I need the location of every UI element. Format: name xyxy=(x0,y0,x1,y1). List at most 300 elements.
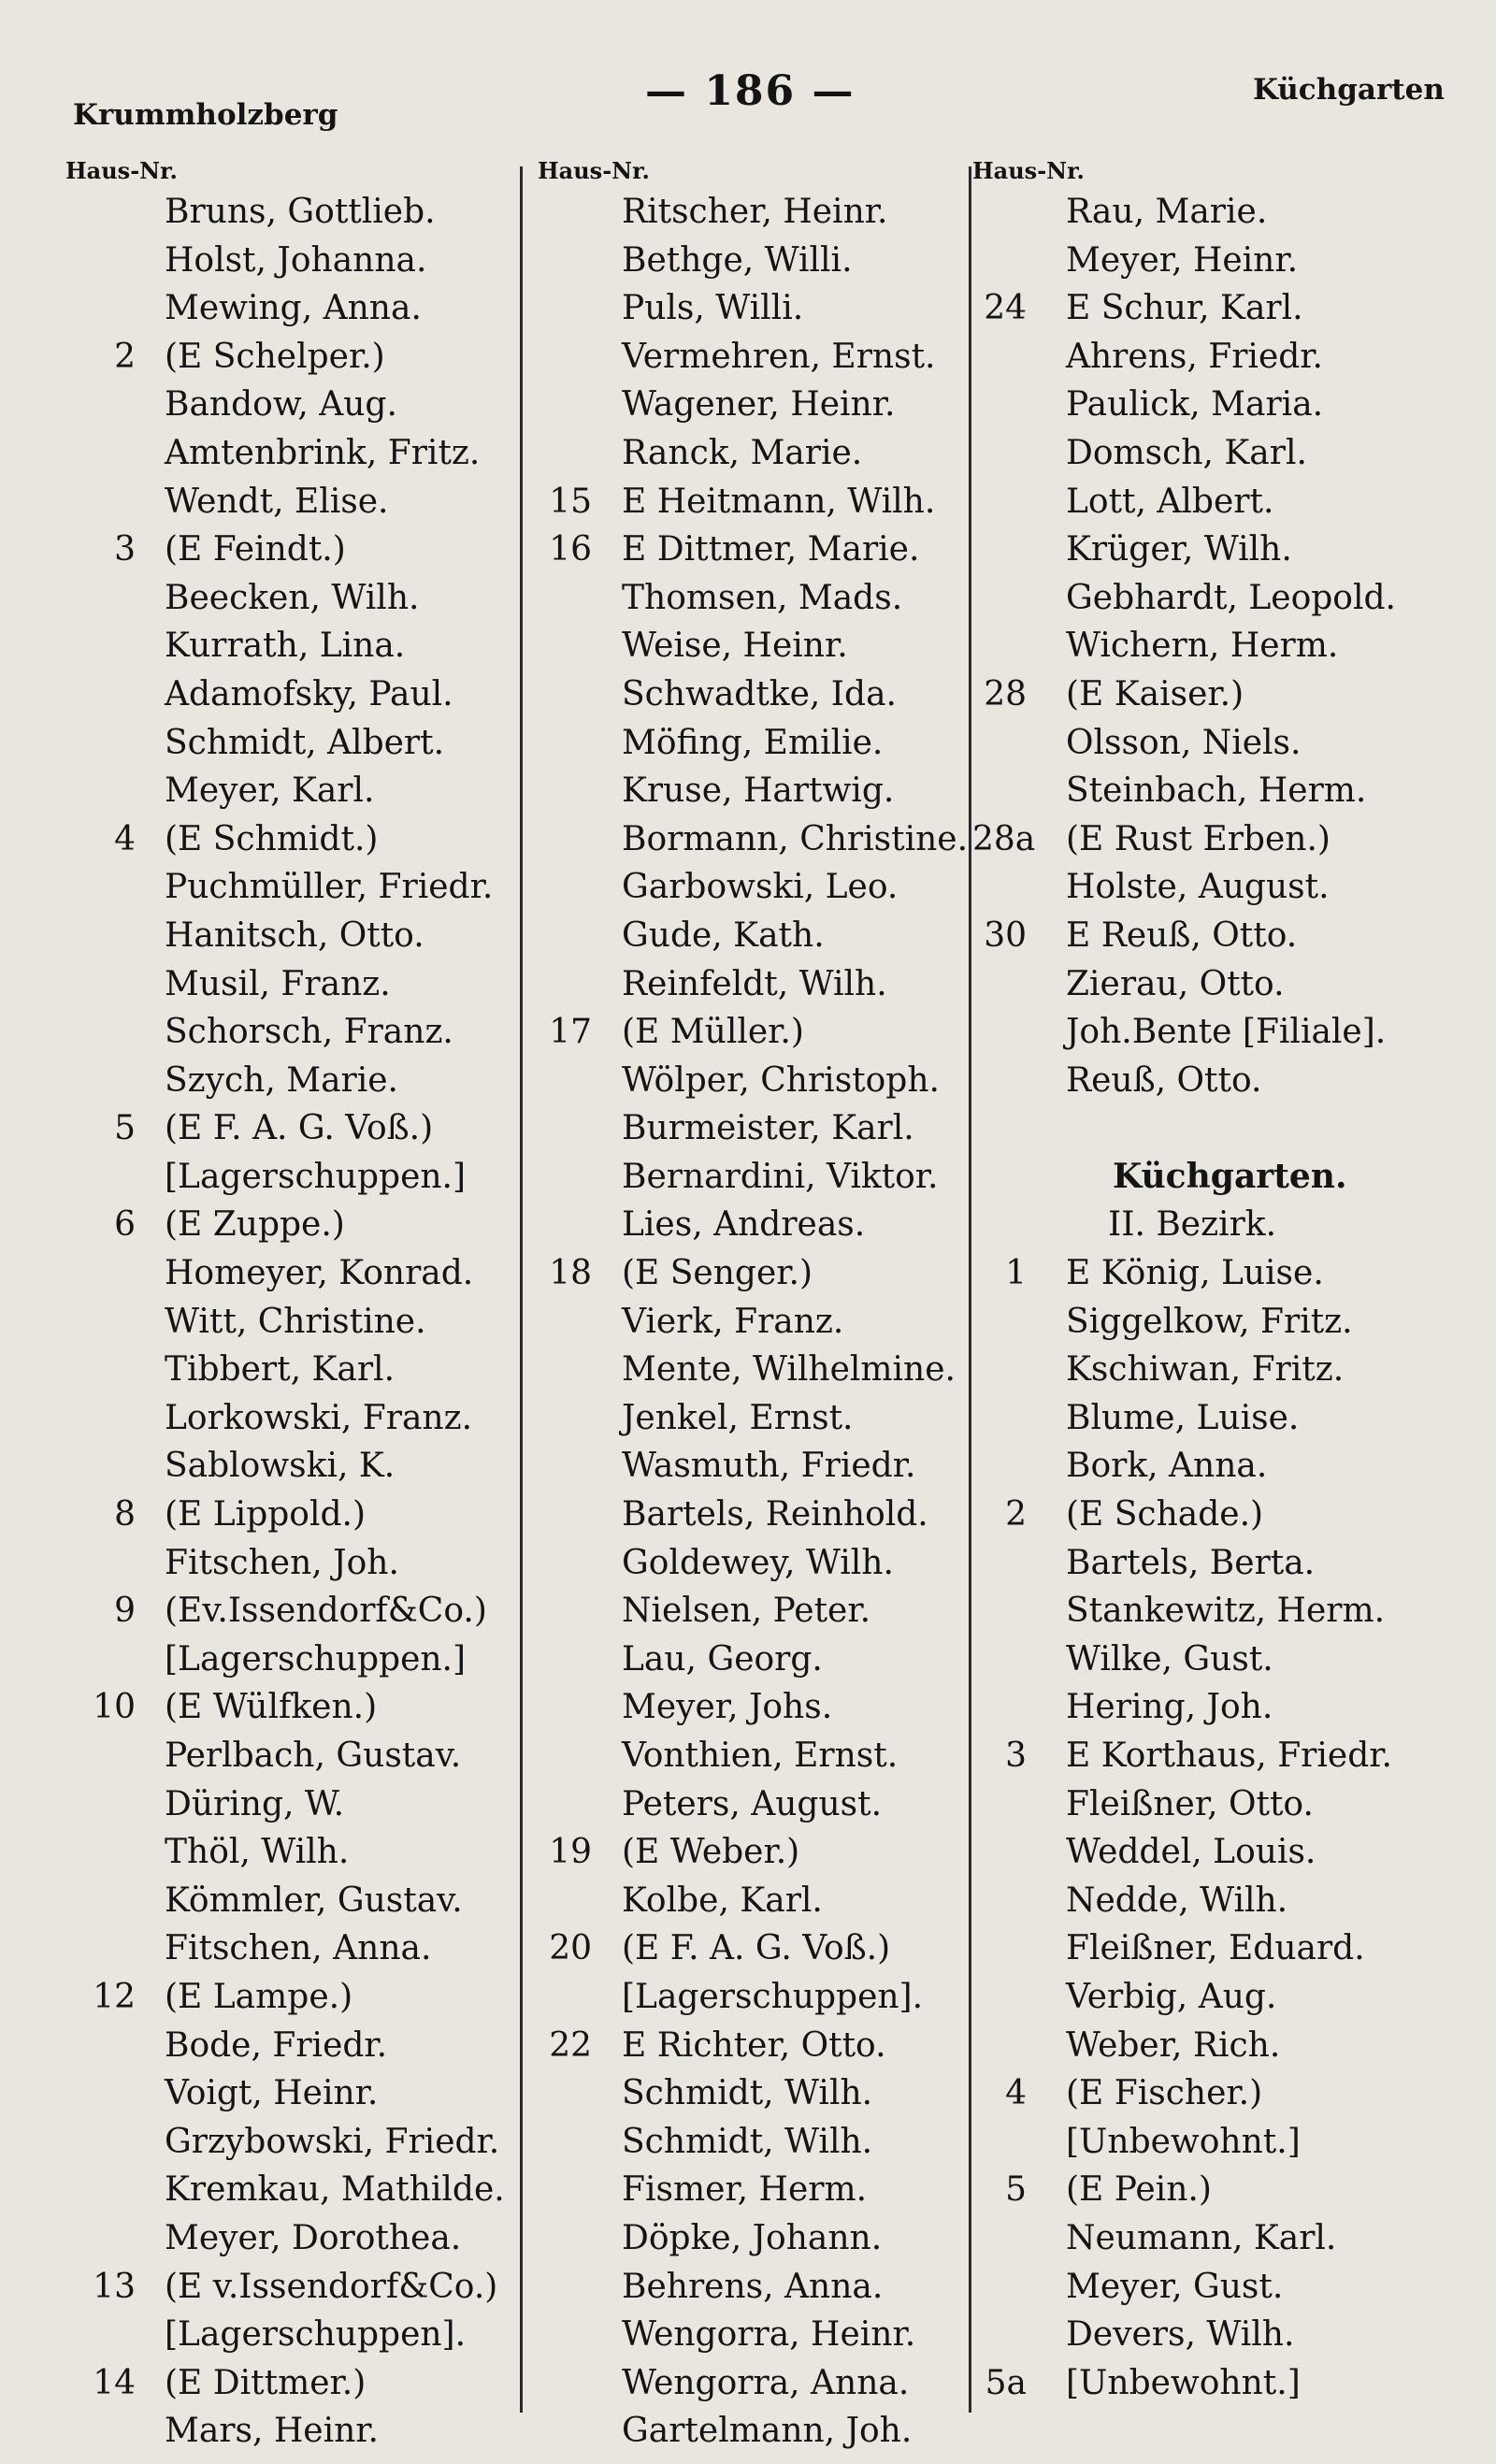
resident-name: Holst, Johanna. xyxy=(165,240,427,280)
directory-entry xyxy=(538,2407,977,2456)
resident-name: (E Zuppe.) xyxy=(165,1205,345,1245)
directory-entry xyxy=(65,188,533,237)
directory-entry xyxy=(65,863,533,912)
directory-entry xyxy=(972,2069,1477,2118)
directory-entry xyxy=(538,2166,977,2214)
directory-entry xyxy=(538,1924,977,1973)
directory-entry xyxy=(538,1008,977,1057)
resident-name: (E F. A. G. Voß.) xyxy=(165,1109,434,1148)
directory-entry xyxy=(538,1346,977,1394)
resident-name: Puchmüller, Friedr. xyxy=(165,868,494,907)
directory-entry xyxy=(538,237,977,285)
directory-entry xyxy=(65,1635,533,1684)
resident-name: Bork, Anna. xyxy=(1066,1447,1268,1486)
directory-entry xyxy=(65,2214,533,2263)
resident-name: [Lagerschuppen]. xyxy=(622,1977,924,2016)
resident-name: E Heitmann, Wilh. xyxy=(622,482,936,521)
directory-entry xyxy=(538,2263,977,2312)
house-number-label: Haus-Nr. xyxy=(972,157,1085,184)
directory-entry xyxy=(972,2263,1477,2312)
district-label: II. Bezirk. xyxy=(1108,1205,1277,1245)
resident-name: Zierau, Otto. xyxy=(1066,964,1285,1003)
resident-name: (E Dittmer.) xyxy=(165,2363,367,2402)
resident-name: Mente, Wilhelmine. xyxy=(622,1350,956,1390)
resident-name: Mewing, Anna. xyxy=(165,289,422,328)
directory-entry xyxy=(538,1057,977,1105)
directory-entry xyxy=(972,1635,1477,1684)
directory-entry xyxy=(972,2311,1477,2359)
house-number: 20 xyxy=(549,1929,592,1968)
directory-entry xyxy=(65,622,533,670)
directory-entry xyxy=(972,478,1477,526)
directory-entry xyxy=(972,237,1477,285)
directory-entry xyxy=(538,1732,977,1780)
resident-name: (Ev.Issendorf&Co.) xyxy=(165,1592,487,1631)
resident-name: Meyer, Karl. xyxy=(165,771,375,811)
directory-entry xyxy=(538,2069,977,2118)
house-number: 17 xyxy=(549,1013,592,1052)
directory-entry xyxy=(972,1346,1477,1394)
directory-entry xyxy=(538,526,977,574)
resident-name: Behrens, Anna. xyxy=(622,2267,884,2306)
directory-entry xyxy=(538,478,977,526)
directory-entry xyxy=(972,1491,1477,1539)
resident-name: Weise, Heinr. xyxy=(622,627,848,666)
resident-name: (E F. A. G. Voß.) xyxy=(622,1929,891,1968)
resident-name: Schwadtke, Ida. xyxy=(622,674,897,713)
directory-entry xyxy=(65,1249,533,1298)
directory-entry xyxy=(538,767,977,815)
directory-entry xyxy=(538,1491,977,1539)
resident-name: Kschiwan, Fritz. xyxy=(1066,1350,1345,1390)
resident-name: Mars, Heinr. xyxy=(165,2412,379,2451)
resident-name: Thomsen, Mads. xyxy=(622,578,903,617)
directory-entry xyxy=(538,1587,977,1635)
directory-entry xyxy=(972,670,1477,719)
directory-entry xyxy=(65,526,533,574)
directory-entry xyxy=(538,188,977,237)
house-number: 9 xyxy=(114,1592,136,1631)
resident-name: Meyer, Heinr. xyxy=(1066,240,1299,280)
resident-name: Vierk, Franz. xyxy=(622,1302,844,1341)
directory-entry xyxy=(538,2022,977,2070)
directory-entry xyxy=(972,719,1477,768)
directory-entry xyxy=(538,1249,977,1298)
section-spacer xyxy=(972,1104,1477,1153)
resident-name: Vermehren, Ernst. xyxy=(622,337,936,376)
directory-entry xyxy=(972,2359,1477,2408)
house-number: 3 xyxy=(114,530,136,569)
resident-name: (E Pein.) xyxy=(1066,2170,1212,2210)
resident-name: Weber, Rich. xyxy=(1066,2025,1281,2065)
resident-name: Sablowski, K. xyxy=(165,1447,396,1486)
directory-entry xyxy=(65,1539,533,1588)
column-3 xyxy=(972,154,1477,2407)
resident-name: Homeyer, Konrad. xyxy=(165,1254,474,1293)
resident-name: Steinbach, Herm. xyxy=(1066,771,1367,811)
resident-name: Krüger, Wilh. xyxy=(1066,530,1292,569)
house-number: 22 xyxy=(549,2025,592,2065)
resident-name: (E Weber.) xyxy=(622,1833,800,1872)
house-number: 3 xyxy=(1005,1736,1027,1775)
directory-entry xyxy=(65,960,533,1009)
directory-entry xyxy=(65,1201,533,1249)
directory-entry xyxy=(972,2022,1477,2070)
resident-name: Fitschen, Anna. xyxy=(165,1929,432,1968)
directory-entry xyxy=(972,1828,1477,1877)
resident-name: Ahrens, Friedr. xyxy=(1066,337,1323,376)
resident-name: Bartels, Reinhold. xyxy=(622,1495,928,1535)
section-title: Küchgarten. xyxy=(1113,1156,1347,1196)
directory-entry xyxy=(972,2214,1477,2263)
directory-entry xyxy=(538,1828,977,1877)
resident-name: Tibbert, Karl. xyxy=(165,1350,396,1390)
resident-name: Düring, W. xyxy=(165,1784,345,1823)
directory-entry xyxy=(972,1394,1477,1443)
house-number: 12 xyxy=(93,1977,136,2016)
directory-entry xyxy=(972,1732,1477,1780)
house-number: 5 xyxy=(1005,2170,1027,2210)
resident-name: Siggelkow, Fritz. xyxy=(1066,1302,1353,1341)
resident-name: Szych, Marie. xyxy=(165,1060,398,1100)
resident-name: Bethge, Willi. xyxy=(622,240,853,280)
directory-entry xyxy=(538,574,977,623)
resident-name: Domsch, Karl. xyxy=(1066,433,1307,472)
directory-entry xyxy=(65,2022,533,2070)
directory-entry xyxy=(538,333,977,382)
directory-entry xyxy=(65,2263,533,2312)
resident-name: (E Senger.) xyxy=(622,1254,813,1293)
resident-name: (E Schelper.) xyxy=(165,337,385,376)
directory-entry xyxy=(538,2118,977,2167)
directory-entry xyxy=(65,574,533,623)
resident-name: Gartelmann, Joh. xyxy=(622,2412,913,2451)
resident-name: Reuß, Otto. xyxy=(1066,1060,1262,1100)
resident-name: Wilke, Gust. xyxy=(1066,1639,1273,1679)
resident-name: Burmeister, Karl. xyxy=(622,1109,914,1148)
directory-entry xyxy=(972,526,1477,574)
resident-name: Lies, Andreas. xyxy=(622,1205,866,1245)
resident-name: Wengorra, Anna. xyxy=(622,2363,910,2402)
resident-name: Weddel, Louis. xyxy=(1066,1833,1316,1872)
directory-entry xyxy=(538,1394,977,1443)
directory-entry xyxy=(538,1973,977,2022)
directory-entry xyxy=(538,912,977,960)
resident-name: Fitschen, Joh. xyxy=(165,1543,399,1582)
resident-name: Gebhardt, Leopold. xyxy=(1066,578,1396,617)
resident-name: Reinfeldt, Wilh. xyxy=(622,964,887,1003)
directory-entry xyxy=(972,188,1477,237)
house-number: 5a xyxy=(985,2363,1027,2402)
house-number: 5 xyxy=(114,1109,136,1148)
house-number: 10 xyxy=(93,1688,136,1727)
resident-name: Möfing, Emilie. xyxy=(622,723,884,762)
directory-entry xyxy=(538,815,977,864)
directory-entry xyxy=(538,381,977,429)
directory-entry xyxy=(538,863,977,912)
resident-name: Ranck, Marie. xyxy=(622,433,863,472)
house-number: 18 xyxy=(549,1254,592,1293)
resident-name: Ritscher, Heinr. xyxy=(622,193,888,231)
resident-name: Amtenbrink, Fritz. xyxy=(165,433,481,472)
directory-entry xyxy=(65,1587,533,1635)
resident-name: (E Fischer.) xyxy=(1066,2074,1263,2113)
directory-entry xyxy=(65,478,533,526)
directory-entry xyxy=(972,960,1477,1009)
resident-name: Blume, Luise. xyxy=(1066,1398,1300,1437)
resident-name: Thöl, Wilh. xyxy=(165,1833,350,1872)
directory-entry xyxy=(65,2359,533,2408)
directory-entry xyxy=(65,1008,533,1057)
resident-name: [Lagerschuppen.] xyxy=(165,1157,467,1196)
directory-entry xyxy=(65,1828,533,1877)
resident-name: Devers, Wilh. xyxy=(1066,2315,1295,2355)
directory-entry xyxy=(538,1298,977,1347)
column-2 xyxy=(538,154,977,2456)
resident-name: (E Lippold.) xyxy=(165,1495,366,1535)
resident-name: Joh.Bente [Filiale]. xyxy=(1066,1013,1387,1052)
directory-entry xyxy=(538,1539,977,1588)
directory-entry xyxy=(65,1683,533,1732)
resident-name: Wengorra, Heinr. xyxy=(622,2315,916,2355)
resident-name: Schorsch, Franz. xyxy=(165,1013,453,1052)
resident-name: Kurrath, Lina. xyxy=(165,627,406,666)
resident-name: Bormann, Christine. xyxy=(622,819,969,858)
directory-entry xyxy=(65,1780,533,1829)
resident-name: Döpke, Johann. xyxy=(622,2218,883,2257)
resident-name: Bode, Friedr. xyxy=(165,2025,388,2065)
directory-entry xyxy=(538,670,977,719)
resident-name: Jenkel, Ernst. xyxy=(622,1398,854,1437)
resident-name: Olsson, Niels. xyxy=(1066,723,1302,762)
directory-entry xyxy=(538,1153,977,1202)
directory-entry xyxy=(538,960,977,1009)
directory-entry xyxy=(972,767,1477,815)
directory-entry xyxy=(538,1442,977,1491)
resident-name: Fleißner, Otto. xyxy=(1066,1784,1314,1823)
house-number: 24 xyxy=(984,289,1027,328)
house-number-label: Haus-Nr. xyxy=(65,157,178,184)
resident-name: Fismer, Herm. xyxy=(622,2170,868,2210)
directory-entry xyxy=(972,1539,1477,1588)
resident-name: Wasmuth, Friedr. xyxy=(622,1447,916,1486)
directory-entry xyxy=(972,574,1477,623)
resident-name: Kolbe, Karl. xyxy=(622,1880,823,1920)
resident-name: Perlbach, Gustav. xyxy=(165,1736,462,1775)
header-street-right: Küchgarten xyxy=(1253,73,1445,107)
resident-name: Schmidt, Wilh. xyxy=(622,2074,873,2113)
directory-entry xyxy=(65,1057,533,1105)
resident-name: Wölper, Christoph. xyxy=(622,1060,940,1100)
directory-entry xyxy=(972,912,1477,960)
directory-entry xyxy=(972,1008,1477,1057)
directory-entry xyxy=(972,1973,1477,2022)
resident-name: Fleißner, Eduard. xyxy=(1066,1929,1365,1968)
house-number: 4 xyxy=(1005,2074,1027,2113)
directory-entry xyxy=(65,1442,533,1491)
directory-entry xyxy=(65,429,533,478)
directory-entry xyxy=(65,1298,533,1347)
resident-name: E Korthaus, Friedr. xyxy=(1066,1736,1392,1775)
house-number: 8 xyxy=(114,1495,136,1535)
resident-name: Verbig, Aug. xyxy=(1066,1977,1277,2016)
directory-entry xyxy=(65,237,533,285)
house-number: 2 xyxy=(1005,1495,1027,1535)
resident-name: Bandow, Aug. xyxy=(165,385,397,425)
directory-entry xyxy=(972,2166,1477,2214)
resident-name: Paulick, Maria. xyxy=(1066,385,1324,425)
directory-entry xyxy=(972,333,1477,382)
directory-entry xyxy=(65,670,533,719)
directory-entry xyxy=(65,1491,533,1539)
resident-name: Vonthien, Ernst. xyxy=(622,1736,899,1775)
directory-entry xyxy=(538,622,977,670)
directory-entry xyxy=(972,863,1477,912)
resident-name: Wendt, Elise. xyxy=(165,482,389,521)
directory-entry xyxy=(538,2214,977,2263)
resident-name: [Unbewohnt.] xyxy=(1066,2363,1301,2402)
resident-name: Lorkowski, Franz. xyxy=(165,1398,473,1437)
directory-entry xyxy=(65,2118,533,2167)
directory-entry xyxy=(65,1153,533,1202)
directory-entry xyxy=(538,1201,977,1249)
resident-name: Witt, Christine. xyxy=(165,1302,426,1341)
house-number: 2 xyxy=(114,337,136,376)
directory-entry xyxy=(538,1683,977,1732)
directory-entry xyxy=(972,381,1477,429)
resident-name: Hering, Joh. xyxy=(1066,1688,1273,1727)
directory-entry xyxy=(65,2166,533,2214)
directory-entry xyxy=(972,2118,1477,2167)
resident-name: [Unbewohnt.] xyxy=(1066,2122,1301,2161)
directory-entry xyxy=(65,2069,533,2118)
resident-name: Wagener, Heinr. xyxy=(622,385,896,425)
resident-name: E Richter, Otto. xyxy=(622,2025,886,2065)
header-street-left: Krummholzberg xyxy=(73,98,338,132)
directory-entry xyxy=(972,815,1477,864)
resident-name: Lau, Georg. xyxy=(622,1639,823,1679)
resident-name: Garbowski, Leo. xyxy=(622,868,899,907)
resident-name: Bernardini, Viktor. xyxy=(622,1157,939,1196)
resident-name: Grzybowski, Friedr. xyxy=(165,2122,500,2161)
directory-entry xyxy=(538,429,977,478)
house-number: 19 xyxy=(549,1833,592,1872)
directory-entry xyxy=(65,719,533,768)
resident-name: E Reuß, Otto. xyxy=(1066,915,1298,955)
directory-entry xyxy=(65,2311,533,2359)
resident-name: Stankewitz, Herm. xyxy=(1066,1592,1386,1631)
directory-entry xyxy=(65,2407,533,2456)
directory-entry xyxy=(972,1683,1477,1732)
resident-name: Schmidt, Albert. xyxy=(165,723,445,762)
directory-entry xyxy=(65,1973,533,2022)
house-number-label: Haus-Nr. xyxy=(538,157,650,184)
directory-entry xyxy=(538,1104,977,1153)
directory-entry xyxy=(65,815,533,864)
directory-entry xyxy=(538,1877,977,1925)
resident-name: Beecken, Wilh. xyxy=(165,578,420,617)
resident-name: Meyer, Dorothea. xyxy=(165,2218,462,2257)
house-number: 14 xyxy=(93,2363,136,2402)
directory-entry xyxy=(972,1442,1477,1491)
resident-name: Puls, Willi. xyxy=(622,289,804,328)
resident-name: Kömmler, Gustav. xyxy=(165,1880,463,1920)
directory-entry xyxy=(65,1877,533,1925)
house-number: 1 xyxy=(1005,1254,1027,1293)
directory-entry xyxy=(538,2359,977,2408)
directory-entry xyxy=(65,1104,533,1153)
resident-name: Kremkau, Mathilde. xyxy=(165,2170,505,2210)
directory-entry xyxy=(972,1877,1477,1925)
directory-entry xyxy=(65,1346,533,1394)
resident-name: Holste, August. xyxy=(1066,868,1330,907)
resident-name: Musil, Franz. xyxy=(165,964,391,1003)
directory-entry xyxy=(972,1298,1477,1347)
resident-name: Hanitsch, Otto. xyxy=(165,915,424,955)
directory-entry xyxy=(972,622,1477,670)
resident-name: Nedde, Wilh. xyxy=(1066,1880,1288,1920)
directory-entry xyxy=(972,1587,1477,1635)
resident-name: (E Schmidt.) xyxy=(165,819,379,858)
resident-name: (E Wülfken.) xyxy=(165,1688,378,1727)
directory-entry xyxy=(65,1924,533,1973)
house-number: 28a xyxy=(972,819,1036,858)
resident-name: Bruns, Gottlieb. xyxy=(165,193,436,231)
directory-entry xyxy=(972,284,1477,333)
directory-entry xyxy=(65,912,533,960)
house-number: 30 xyxy=(984,915,1027,955)
directory-entry xyxy=(65,381,533,429)
resident-name: (E Rust Erben.) xyxy=(1066,819,1331,858)
resident-name: (E Schade.) xyxy=(1066,1495,1264,1535)
resident-name: Lott, Albert. xyxy=(1066,482,1274,521)
resident-name: (E Kaiser.) xyxy=(1066,674,1244,713)
directory-entry xyxy=(65,333,533,382)
resident-name: Adamofsky, Paul. xyxy=(165,674,453,713)
resident-name: Kruse, Hartwig. xyxy=(622,771,895,811)
resident-name: Schmidt, Wilh. xyxy=(622,2122,873,2161)
directory-entry xyxy=(972,1057,1477,1105)
directory-entry xyxy=(65,1732,533,1780)
resident-name: Goldewey, Wilh. xyxy=(622,1543,894,1582)
directory-entry xyxy=(538,284,977,333)
house-number: 28 xyxy=(984,674,1027,713)
directory-entry xyxy=(972,1249,1477,1298)
directory-entry xyxy=(538,719,977,768)
house-number: 4 xyxy=(114,819,136,858)
page-number: — 186 — xyxy=(645,67,856,115)
directory-entry xyxy=(65,284,533,333)
resident-name: Nielsen, Peter. xyxy=(622,1592,871,1631)
column-1 xyxy=(65,154,533,2456)
directory-entry xyxy=(538,1780,977,1829)
resident-name: Neumann, Karl. xyxy=(1066,2218,1337,2257)
resident-name: (E Lampe.) xyxy=(165,1977,353,2016)
resident-name: Voigt, Heinr. xyxy=(165,2074,379,2113)
resident-name: E Dittmer, Marie. xyxy=(622,530,920,569)
resident-name: E König, Luise. xyxy=(1066,1254,1324,1293)
house-number: 15 xyxy=(549,482,592,521)
house-number: 13 xyxy=(93,2267,136,2306)
resident-name: (E Müller.) xyxy=(622,1013,804,1052)
resident-name: Meyer, Gust. xyxy=(1066,2267,1284,2306)
house-number: 6 xyxy=(114,1205,136,1245)
resident-name: Peters, August. xyxy=(622,1784,883,1823)
directory-entry xyxy=(65,1394,533,1443)
directory-entry xyxy=(972,1924,1477,1973)
resident-name: [Lagerschuppen]. xyxy=(165,2315,467,2355)
directory-entry xyxy=(65,767,533,815)
